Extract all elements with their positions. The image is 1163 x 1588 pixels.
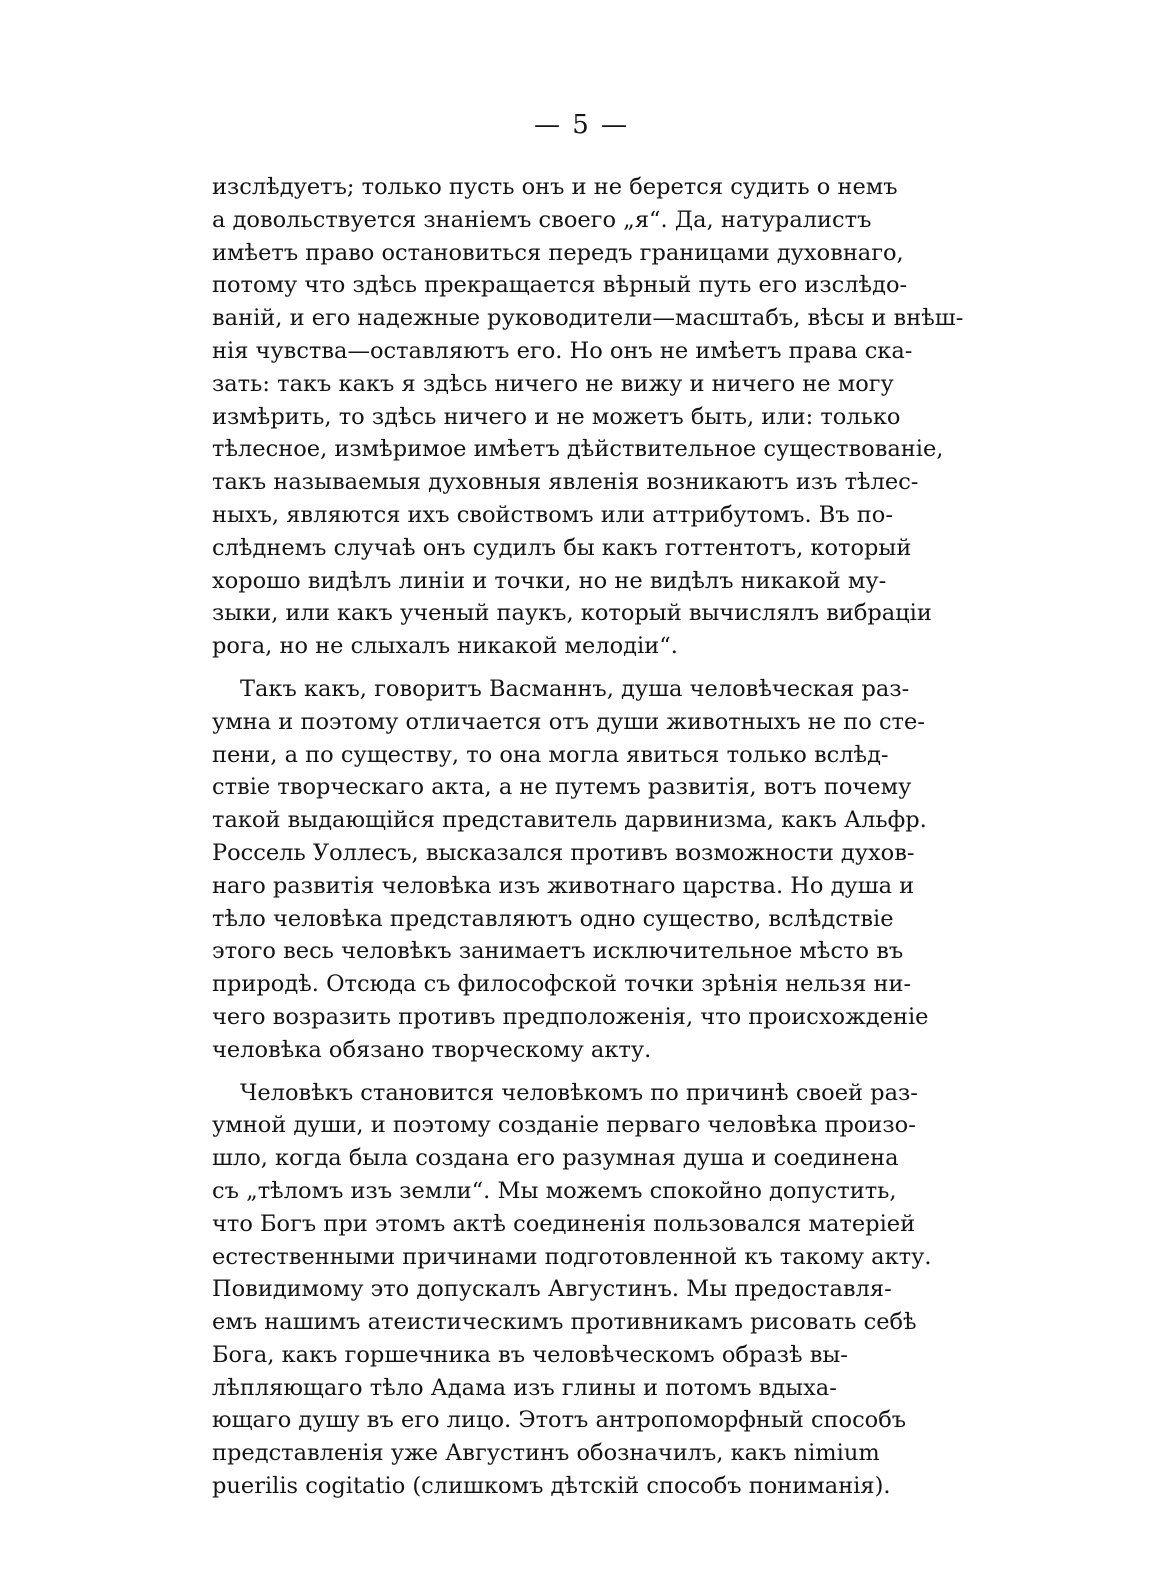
text-line: представленія уже Августинъ обозначилъ, какъ nimium [212, 1440, 880, 1467]
text-line: puerilis cogitatio (слишкомъ дѣтскій способъ пониманія). [212, 1473, 891, 1500]
text-line: Такъ какъ, говоритъ Васманнъ, душа человѣческая раз- [240, 675, 910, 702]
text-line: зыки, или какъ ученый паукъ, который вычислялъ вибраціи [212, 600, 932, 627]
paragraph [212, 171, 983, 663]
text-line: хорошо видѣлъ линіи и точки, но не видѣлъ никакой му- [212, 567, 887, 594]
text-line: шло, когда была создана его разумная душа и соединена [212, 1145, 899, 1172]
text-line: емъ нашимъ атеистическимъ противникамъ рисовать себѣ [212, 1309, 917, 1336]
text-line: пени, а по существу, то она могла явиться только вслѣд- [212, 741, 889, 768]
text-line: зать: такъ какъ я здѣсь ничего не вижу и ничего не могу [212, 370, 894, 397]
text-line: съ „тѣломъ изъ земли“. Мы можемъ спокойно допустить, [212, 1177, 897, 1204]
text-line: наго развитія человѣка изъ животнаго царства. Но душа и [212, 872, 915, 899]
text-line: ваній, и его надежные руководители—масштабъ, вѣсы и внѣш- [212, 305, 964, 332]
text-line: умна и поэтому отличается отъ души животныхъ не по сте- [212, 708, 925, 735]
text-line: природѣ. Отсюда съ философской точки зрѣнія нельзя ни- [212, 971, 912, 998]
text-line: человѣка обязано творческому акту. [212, 1036, 652, 1063]
text-line: что Богъ при этомъ актѣ соединенія пользовался матеріей [212, 1210, 916, 1237]
text-line: лѣпляющаго тѣло Адама изъ глины и потомъ вдыха- [212, 1374, 837, 1401]
text-line: имѣетъ право остановиться передъ границами духовнаго, [212, 239, 904, 266]
text-line: ныхъ, являются ихъ свойствомъ или аттрибутомъ. Въ по- [212, 501, 893, 528]
text-line: умной души, и поэтому созданіе перваго человѣка произо- [212, 1112, 916, 1139]
text-line: тѣлесное, измѣримое имѣетъ дѣйствительное существованіе, [212, 436, 944, 463]
text-line: потому что здѣсь прекращается вѣрный путь его изслѣдо- [212, 272, 908, 299]
text-line: рога, но не слыхалъ никакой мелодіи“. [212, 633, 678, 660]
text-line: а довольствуется знаніемъ своего „я“. Да, натуралистъ [212, 206, 872, 233]
text-line: такъ называемыя духовныя явленія возникаютъ изъ тѣлес- [212, 469, 919, 496]
text-line: Россель Уоллесъ, высказался противъ возможности духов- [212, 839, 915, 866]
page-number: — 5 — [533, 110, 630, 140]
text-line: естественными причинами подготовленной къ такому акту. [212, 1243, 932, 1270]
text-line: нія чувства—оставляютъ его. Но онъ не имѣетъ права ска- [212, 337, 913, 364]
text-line: тѣло человѣка представляютъ одно существо, вслѣдствіе [212, 905, 894, 932]
text-line: этого весь человѣкъ занимаетъ исключительное мѣсто въ [212, 938, 904, 965]
text-line: слѣднемъ случаѣ онъ судилъ бы какъ готтентотъ, который [212, 534, 912, 561]
paragraph [212, 673, 983, 1067]
text-line: изслѣдуетъ; только пусть онъ и не берется судить о немъ [212, 174, 898, 200]
text-line: ствіе творческаго акта, а не путемъ развитія, вотъ почему [212, 774, 912, 801]
text-line: измѣрить, то здѣсь ничего и не можетъ быть, или: только [212, 403, 901, 430]
text-line: такой выдающійся представитель дарвинизма, какъ Альфр. [212, 807, 927, 834]
text-line: чего возразить противъ предположенія, что происхожденіе [212, 1003, 929, 1030]
text-line: ющаго душу въ его лицо. Этотъ антропоморфный способъ [212, 1407, 907, 1434]
text-line: Повидимому это допускалъ Августинъ. Мы предоставля- [212, 1276, 892, 1303]
paragraph [212, 1077, 983, 1503]
body-text [212, 171, 983, 1503]
text-line: Бога, какъ горшечника въ человѣческомъ образѣ вы- [212, 1341, 848, 1368]
text-line: Человѣкъ становится человѣкомъ по причинѣ своей раз- [240, 1079, 918, 1106]
